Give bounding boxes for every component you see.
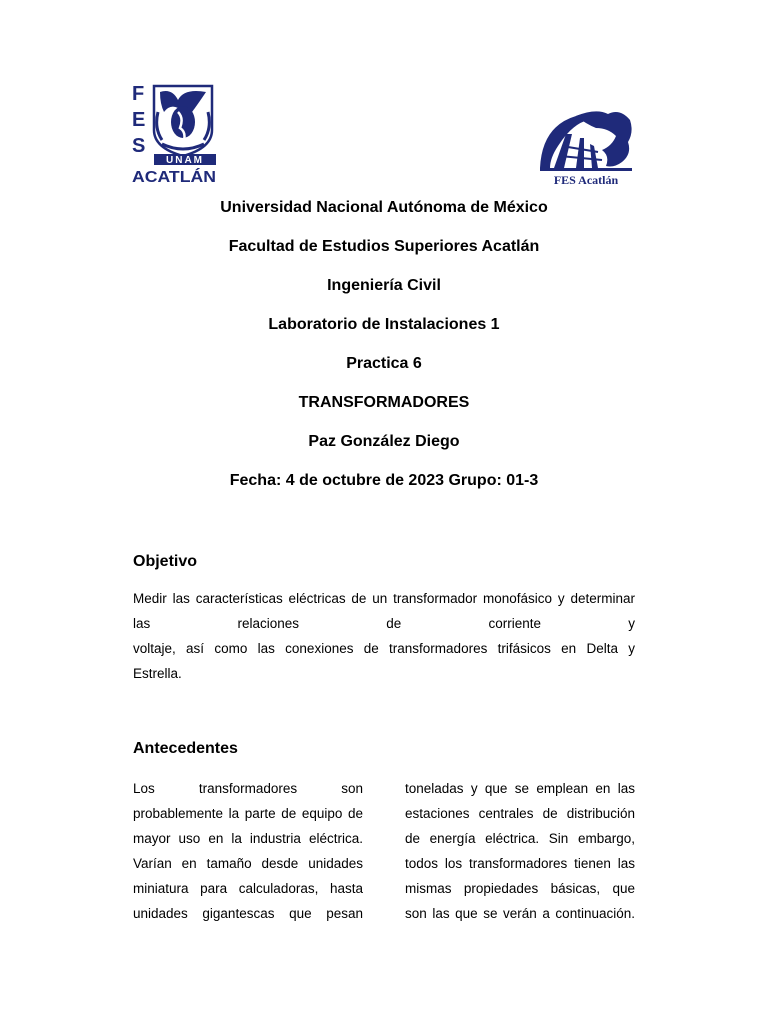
objetivo-line-1: Medir las características eléctricas de un transformador monofásico y determinar [133, 591, 635, 606]
antecedentes-line: de energía eléctrica. Sin embargo, [405, 831, 635, 846]
antecedentes-line: probablemente la parte de equipo de [133, 806, 363, 821]
logo-unam-text: UNAM [166, 155, 204, 166]
antecedentes-line: estaciones centrales de distribución [405, 806, 635, 821]
objetivo-line-2 [133, 611, 635, 636]
objetivo-heading: Objetivo [133, 553, 198, 570]
author-name: Paz González Diego [308, 433, 460, 450]
date-group: Fecha: 4 de octubre de 2023 Grupo: 01-3 [229, 472, 539, 489]
logo-letter-f: F [132, 83, 145, 105]
faculty-name: Facultad de Estudios Superiores Acatlán [228, 238, 540, 255]
antecedentes-line: unidades gigantescas que pesan [133, 906, 363, 921]
fes-acatlan-logo [536, 106, 636, 188]
fes-acatlan-emblem-icon [540, 111, 632, 171]
objetivo-word: corriente [488, 616, 542, 631]
objetivo-line-3: voltaje, así como las conexiones de transformadores trifásicos en Delta y [133, 641, 635, 656]
antecedentes-heading: Antecedentes [133, 740, 238, 757]
antecedentes-line: Los transformadores son [133, 781, 363, 796]
antecedentes-column-right [405, 776, 635, 926]
objetivo-line-4: Estrella. [133, 666, 182, 681]
unam-fes-acatlan-logo [132, 82, 222, 186]
objetivo-word: y [628, 616, 635, 631]
fes-acatlan-caption: FES Acatlán [553, 173, 619, 187]
lab-name: Laboratorio de Instalaciones 1 [268, 316, 500, 333]
antecedentes-line: mayor uso en la industria eléctrica. [133, 831, 363, 846]
antecedentes-line: toneladas y que se emplean en las [405, 781, 635, 796]
antecedentes-line: mismas propiedades básicas, que [405, 881, 635, 896]
unam-shield-icon [154, 86, 212, 156]
objetivo-word: de [386, 616, 402, 631]
title-block [133, 198, 635, 510]
antecedentes-line: miniatura para calculadoras, hasta [133, 881, 363, 896]
objetivo-word: relaciones [237, 616, 300, 631]
antecedentes-line: todos los transformadores tienen las [405, 856, 635, 871]
antecedentes-line: son las que se verán a continuación. [405, 906, 635, 921]
logo-letter-s: S [132, 135, 146, 157]
antecedentes-column-left [133, 776, 363, 926]
practice-number: Practica 6 [346, 355, 422, 372]
university-name: Universidad Nacional Autónoma de México [220, 199, 548, 216]
objetivo-paragraph [133, 586, 635, 686]
logo-acatlan-text: ACATLÁN [132, 169, 209, 186]
logo-letter-e: E [132, 109, 146, 131]
practice-topic: TRANSFORMADORES [298, 394, 470, 411]
antecedentes-line: Varían en tamaño desde unidades [133, 856, 363, 871]
career-name: Ingeniería Civil [327, 277, 441, 294]
objetivo-word: las [133, 616, 151, 631]
